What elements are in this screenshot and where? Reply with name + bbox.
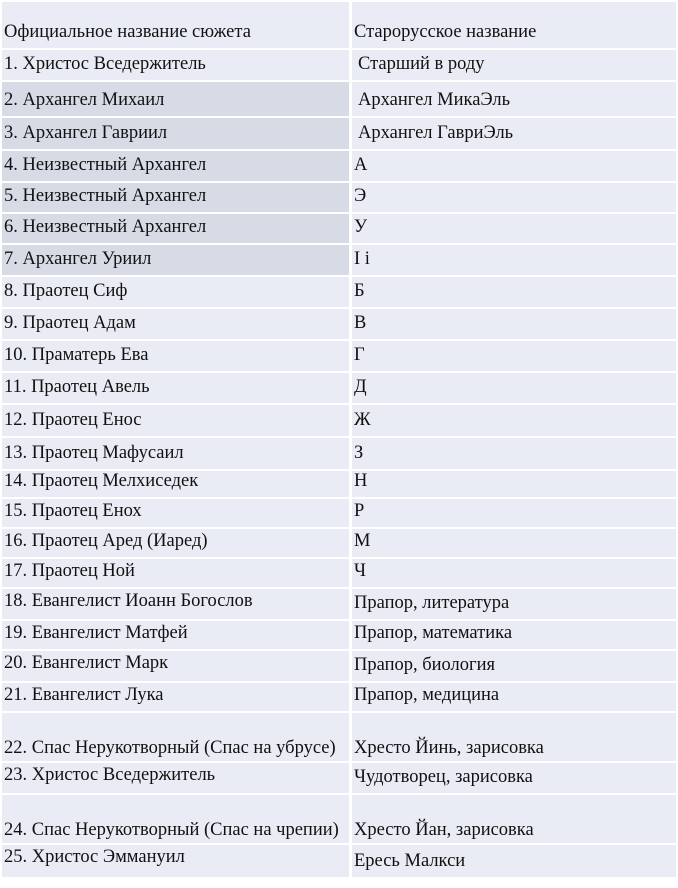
official-name-cell: 17. Праотец Ной xyxy=(2,559,349,587)
official-name-cell: 23. Христос Вседержитель xyxy=(2,763,349,793)
table-row xyxy=(2,277,676,307)
official-name-cell: 16. Праотец Аред (Иаред) xyxy=(2,529,349,557)
old-russian-name-cell: Ж xyxy=(352,405,676,436)
old-russian-name-cell: Старший в роду xyxy=(352,50,676,80)
old-russian-name-cell: З xyxy=(352,438,676,469)
table-row xyxy=(2,529,676,557)
old-russian-name-cell: Ч xyxy=(352,559,676,587)
official-name-cell: 20. Евангелист Марк xyxy=(2,651,349,681)
table-row xyxy=(2,559,676,587)
official-name-cell: 12. Праотец Енос xyxy=(2,405,349,436)
official-name-cell: 6. Неизвестный Архангел xyxy=(2,214,349,243)
table-row xyxy=(2,405,676,436)
official-name-cell: 19. Евангелист Матфей xyxy=(2,621,349,649)
table-row xyxy=(2,845,676,877)
official-name-cell: 25. Христос Эммануил xyxy=(2,845,349,877)
old-russian-name-cell: В xyxy=(352,309,676,339)
official-name-cell: 14. Праотец Мелхиседек xyxy=(2,471,349,497)
table-row xyxy=(2,713,676,761)
official-name-cell: 7. Архангел Уриил xyxy=(2,245,349,275)
old-russian-name-cell: Архангел МикаЭль xyxy=(352,82,676,116)
table-row xyxy=(2,683,676,711)
header-old-russian-name: Старорусское название xyxy=(352,2,676,48)
official-name-cell: 24. Спас Нерукотворный (Спас на чрепии) xyxy=(2,795,349,843)
header-official-name: Официальное название сюжета xyxy=(2,2,349,48)
table-row xyxy=(2,471,676,497)
official-name-cell: 10. Праматерь Ева xyxy=(2,341,349,371)
official-name-cell: 5. Неизвестный Архангел xyxy=(2,183,349,212)
official-name-cell: 21. Евангелист Лука xyxy=(2,683,349,711)
official-name-cell: 13. Праотец Мафусаил xyxy=(2,438,349,469)
old-russian-name-cell: М xyxy=(352,529,676,557)
old-russian-name-cell: Архангел ГавриЭль xyxy=(352,118,676,149)
table-row xyxy=(2,621,676,649)
old-russian-name-cell: Хресто Йинь, зарисовка xyxy=(352,713,676,761)
official-name-cell: 22. Спас Нерукотворный (Спас на убрусе) xyxy=(2,713,349,761)
old-russian-name-cell: Прапор, математика xyxy=(352,621,676,649)
old-russian-name-cell: Прапор, медицина xyxy=(352,683,676,711)
old-russian-name-cell: Р xyxy=(352,499,676,527)
old-russian-name-cell: Хресто Йан, зарисовка xyxy=(352,795,676,843)
names-table xyxy=(2,2,676,879)
old-russian-name-cell: Чудотворец, зарисовка xyxy=(352,763,676,793)
old-russian-name-cell: Б xyxy=(352,277,676,307)
table-row xyxy=(2,50,676,80)
official-name-cell: 1. Христос Вседержитель xyxy=(2,50,349,80)
table-header-row xyxy=(2,2,676,48)
table-row xyxy=(2,183,676,212)
official-name-cell: 4. Неизвестный Архангел xyxy=(2,151,349,181)
old-russian-name-cell: Ересь Малкси xyxy=(352,845,676,877)
official-name-cell: 15. Праотец Енох xyxy=(2,499,349,527)
table-row xyxy=(2,438,676,469)
table-row xyxy=(2,373,676,403)
old-russian-name-cell: А xyxy=(352,151,676,181)
table-row xyxy=(2,651,676,681)
table-row xyxy=(2,214,676,243)
table-row xyxy=(2,151,676,181)
table-row xyxy=(2,341,676,371)
table-row xyxy=(2,118,676,149)
table-row xyxy=(2,763,676,793)
table-row xyxy=(2,499,676,527)
old-russian-name-cell: I i xyxy=(352,245,676,275)
official-name-cell: 2. Архангел Михаил xyxy=(2,82,349,116)
old-russian-name-cell: Г xyxy=(352,341,676,371)
old-russian-name-cell: У xyxy=(352,214,676,243)
table-row xyxy=(2,245,676,275)
table-row xyxy=(2,795,676,843)
old-russian-name-cell: Прапор, биология xyxy=(352,651,676,681)
old-russian-name-cell: Д xyxy=(352,373,676,403)
old-russian-name-cell: Прапор, литература xyxy=(352,589,676,619)
table-row xyxy=(2,309,676,339)
official-name-cell: 8. Праотец Сиф xyxy=(2,277,349,307)
official-name-cell: 11. Праотец Авель xyxy=(2,373,349,403)
official-name-cell: 9. Праотец Адам xyxy=(2,309,349,339)
old-russian-name-cell: Э xyxy=(352,183,676,212)
old-russian-name-cell: Н xyxy=(352,471,676,497)
official-name-cell: 3. Архангел Гавриил xyxy=(2,118,349,149)
table-row xyxy=(2,589,676,619)
table-row xyxy=(2,82,676,116)
official-name-cell: 18. Евангелист Иоанн Богослов xyxy=(2,589,349,619)
